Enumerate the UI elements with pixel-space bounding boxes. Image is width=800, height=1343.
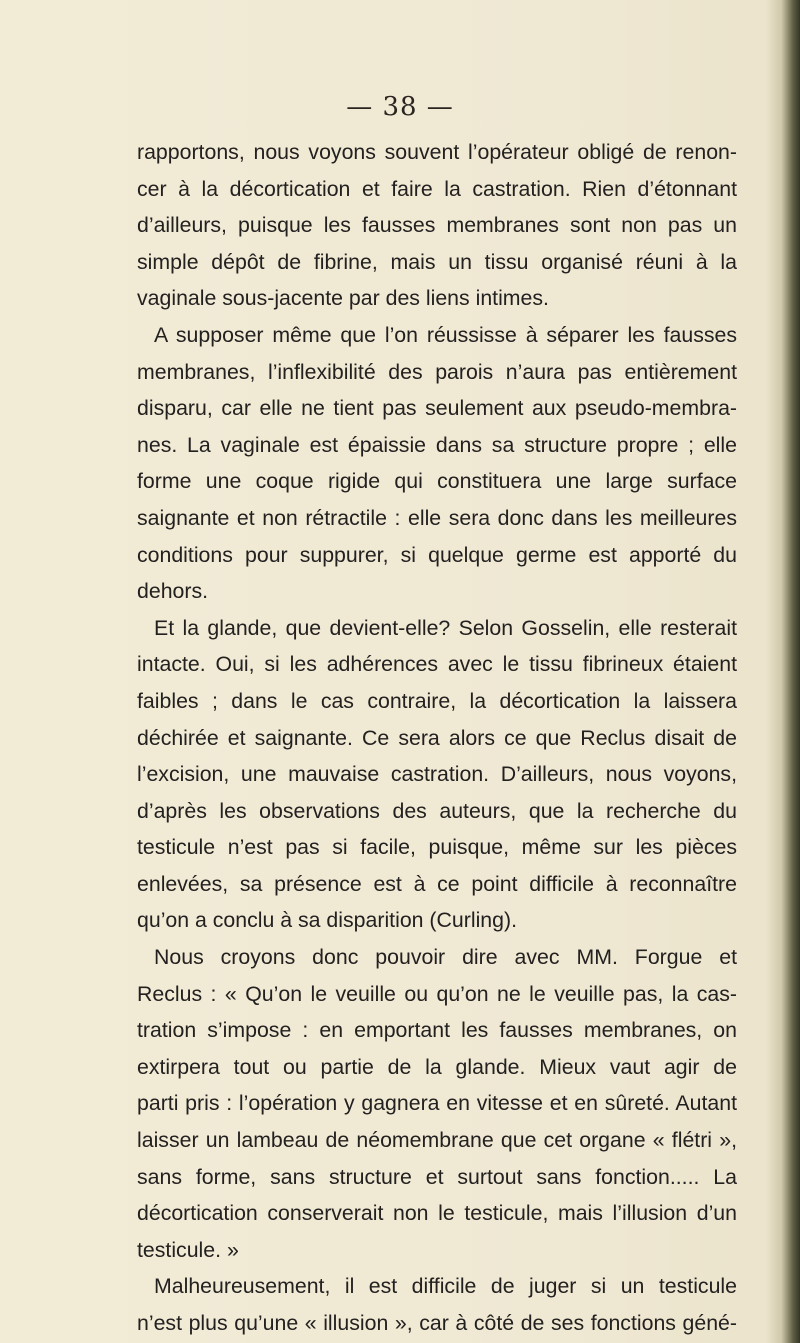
text-line: décortication conserverait non le testicule, mais l’illusion d’un [137,1201,737,1226]
text-line: déchirée et saignante. Ce sera alors ce que Reclus disait de [137,725,737,750]
text-line: faibles ; dans le cas contraire, la décortication la laissera [137,688,737,713]
text-line: Reclus : « Qu’on le veuille ou qu’on ne le veuille pas, la cas- [137,981,737,1006]
text-line: simple dépôt de fibrine, mais un tissu organisé réuni à la [137,249,737,274]
text-line: intacte. Oui, si les adhérences avec le tissu fibrineux étaient [137,652,737,677]
text-line: nes. La vaginale est épaissie dans sa structure propre ; elle [137,432,737,457]
text-line: d’ailleurs, puisque les fausses membranes sont non pas un [137,213,737,238]
text-line: testicule n’est pas si facile, puisque, même sur les pièces [137,835,737,860]
text-line: d’après les observations des auteurs, que la recherche du [137,798,737,823]
text-line: Nous croyons donc pouvoir dire avec MM. Forgue et [154,945,737,970]
text-line: n’est plus qu’une « illusion », car à côté de ses fonctions géné- [137,1311,737,1335]
text-line: enlevées, sa présence est à ce point difficile à reconnaître [137,871,737,896]
text-line: disparu, car elle ne tient pas seulement aux pseudo-membra- [137,396,737,421]
text-line: extirpera tout ou partie de la glande. Mieux vaut agir de [137,1054,737,1079]
text-line: rapportons, nous voyons souvent l’opérateur obligé de renon- [137,140,737,164]
text-line: l’excision, une mauvaise castration. D’ailleurs, nous voyons, [137,762,737,787]
text-line: saignante et non rétractile : elle sera donc dans les meilleures [137,505,737,530]
page-edge-shadow [766,0,800,1343]
text-line: dehors. [137,579,209,604]
text-line: qu’on a conclu à sa disparition (Curling). [137,908,517,933]
text-line: membranes, l’inflexibilité des parois n’aura pas entièrement [137,359,737,384]
page-number: — 38 — [346,92,454,122]
text-line: Et la glande, que devient-elle? Selon Gosselin, elle resterait [154,615,737,640]
text-line: Malheureusement, il est difficile de juger si un testicule [154,1274,737,1299]
text-line: vaginale sous-jacente par des liens intimes. [137,286,549,311]
text-line: testicule. » [137,1237,239,1262]
text-line: sans forme, sans structure et surtout sans fonction..... La [137,1164,737,1189]
text-line: conditions pour suppurer, si quelque germe est apporté du [137,542,737,567]
body-text [137,134,737,1342]
text-line: parti pris : l’opération y gagnera en vitesse et en sûreté. Autant [137,1091,737,1116]
text-line: tration s’impose : en emportant les fausses membranes, on [137,1018,737,1043]
text-line: cer à la décortication et faire la castration. Rien d’étonnant [137,176,737,201]
text-line: A supposer même que l’on réussisse à séparer les fausses [154,322,737,347]
text-line: forme une coque rigide qui constituera une large surface [137,469,737,494]
text-line: laisser un lambeau de néomembrane que cet organe « flétri », [137,1128,737,1153]
